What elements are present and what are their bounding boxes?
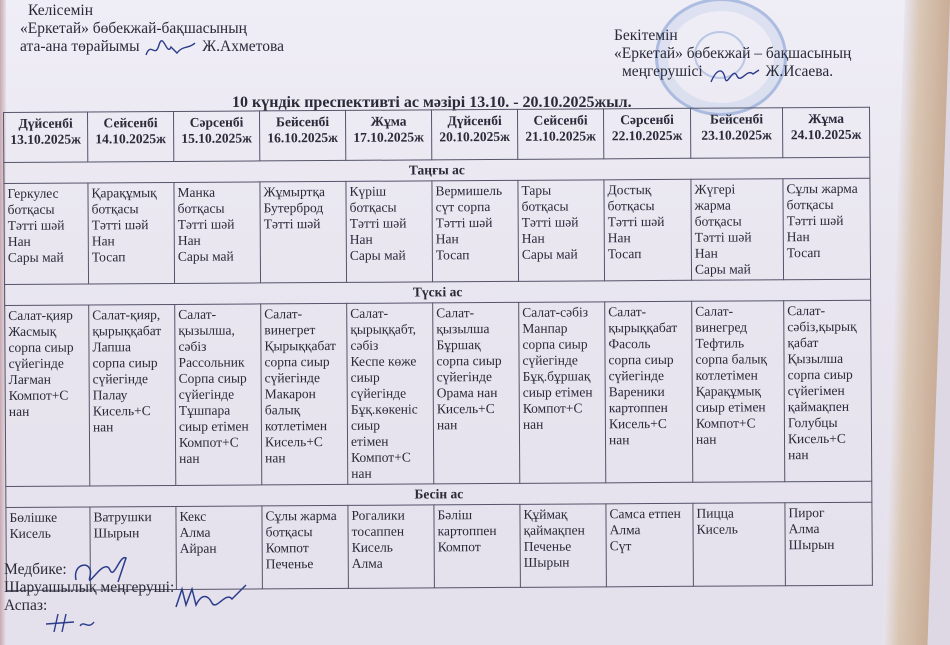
menu-item: Тәтті шәй	[263, 216, 321, 232]
section-label-snack: Бесін ас	[6, 481, 872, 507]
menu-item: сүйегімен	[787, 382, 845, 399]
menu-item: Бұқ.бұршақ	[522, 368, 591, 384]
menu-item: ботқасы	[7, 201, 55, 217]
menu-item: картоппен	[437, 522, 497, 539]
menu-item: Алма	[788, 521, 820, 537]
menu-item: Лапша	[92, 339, 132, 355]
menu-item: Нан	[607, 230, 631, 246]
approval-right-role: меңгерушісі	[622, 63, 703, 80]
menu-item: Сары май	[177, 248, 234, 264]
day-header: Бейсенбі 16.10.2025ж	[259, 110, 345, 161]
menu-item: Жұмыртқа	[263, 184, 326, 200]
menu-item: Нан	[91, 233, 115, 249]
menu-item: Голубцы	[787, 414, 838, 431]
menu-item: Кисель+С	[92, 403, 151, 419]
menu-item: сорпа сиыр	[8, 339, 74, 355]
menu-item: Достық	[607, 182, 652, 198]
menu-item: Кекс	[179, 508, 207, 524]
menu-item: Кисель+С	[787, 430, 846, 447]
menu-item: Сары май	[349, 247, 406, 263]
menu-item: ботқасы	[521, 198, 569, 214]
menu-item: нан	[788, 447, 809, 463]
menu-item: Салат-қияр,	[92, 307, 161, 323]
menu-item: сиыр етімен	[178, 418, 249, 434]
menu-item: нан	[8, 403, 30, 419]
menu-item: котлетімен	[264, 418, 328, 434]
menu-item: Нан	[177, 232, 201, 248]
menu-item: Бөлішке	[9, 509, 58, 525]
menu-item: Айран	[179, 540, 217, 556]
menu-item: Тефтиль	[695, 335, 745, 351]
lunch-cell	[347, 303, 434, 485]
nurse-label: Медбике:	[4, 561, 67, 578]
menu-item: сорпа балық	[695, 351, 768, 367]
menu-item: Тәтті шәй	[435, 215, 493, 231]
section-label-lunch: Түскі ас	[5, 279, 871, 305]
menu-item: Сары май	[7, 249, 64, 265]
signature-manager	[172, 583, 252, 611]
menu-item: сүт сорпа	[435, 199, 491, 215]
menu-item: Нан	[349, 231, 373, 247]
menu-item: Қырыққабат	[264, 337, 336, 354]
menu-item: Бұршақ	[436, 337, 481, 353]
menu-item: сүйегінде	[178, 386, 235, 402]
menu-item: Шырын	[523, 554, 570, 570]
breakfast-cell	[346, 181, 433, 283]
breakfast-cell	[432, 180, 519, 282]
menu-item: Тосап	[607, 246, 642, 262]
menu-item: Салат-	[787, 302, 826, 319]
breakfast-cell	[604, 179, 692, 281]
lunch-cell	[175, 304, 262, 486]
menu-item: ботқасы	[265, 524, 313, 540]
header-row	[4, 107, 870, 162]
approval-left-name: Ж.Ахметова	[202, 38, 284, 55]
menu-item: Печенье	[265, 556, 314, 572]
signature-left	[143, 39, 198, 55]
menu-item: Орама нан	[436, 384, 498, 401]
menu-item: Күріш	[349, 183, 387, 199]
lunch-cell	[89, 304, 176, 486]
menu-item: ботқасы	[91, 201, 139, 217]
menu-item: ботқасы	[349, 199, 397, 215]
menu-item: сиыр етімен	[522, 384, 593, 400]
approval-block-right	[614, 27, 851, 81]
menu-item: Кисель+С	[608, 415, 667, 432]
menu-item: нан	[436, 417, 458, 433]
day-header: Бейсенбі 23.10.2025ж	[690, 108, 782, 159]
menu-title: 10 күндік преспективті ас мәзірі 13.10. - 20.10.2025жыл.	[232, 94, 632, 111]
approval-right-heading: Бекітемін	[614, 27, 678, 44]
menu-item: сүйегінде	[92, 371, 149, 387]
menu-item: Қарақұмық	[91, 185, 157, 201]
breakfast-cell	[174, 182, 261, 284]
breakfast-cell	[4, 183, 89, 285]
snack-cell	[262, 505, 349, 589]
menu-item: сиыр	[350, 369, 380, 385]
menu-item: ботқасы	[786, 196, 834, 213]
approval-block-left	[20, 2, 284, 56]
menu-item: Қарақұмық	[695, 383, 761, 399]
lunch-cell	[692, 301, 785, 483]
menu-item: Тосап	[435, 247, 470, 263]
menu-item: Алма	[179, 524, 211, 540]
menu-item: қырыққабт,	[350, 321, 417, 337]
menu-item: сүйегінде	[264, 370, 321, 386]
menu-item: Сұлы жарма	[265, 507, 337, 524]
menu-item: сәбіз	[178, 338, 207, 354]
menu-item: Пицца	[696, 505, 734, 521]
menu-item: Салат-сәбіз	[522, 304, 589, 320]
menu-item: Бутерброд	[263, 200, 324, 216]
menu-item: картоппен	[608, 399, 668, 416]
day-header: Дүйсенбі 13.10.2025ж	[4, 112, 88, 163]
menu-item: ботқасы	[177, 200, 225, 216]
approval-right-name: Ж.Исаева.	[765, 63, 834, 80]
snack-cell	[176, 506, 263, 590]
approval-left-org: «Еркетай» бөбекжай-бақшасының	[20, 20, 247, 37]
menu-item: Манпар	[522, 320, 568, 336]
lunch-cell	[784, 300, 872, 482]
menu-item: Тәтті шәй	[694, 229, 752, 245]
menu-item: Компот+С	[695, 415, 756, 431]
menu-item: Тәтті шәй	[177, 216, 235, 232]
menu-item: Манка	[177, 184, 216, 200]
approval-right-org: «Еркетай» бөбекжай – бақшасының	[614, 45, 852, 62]
menu-item: сүйегінде	[522, 352, 578, 368]
menu-item: Тосап	[786, 245, 821, 261]
day-header: Сәрсенбі 22.10.2025ж	[603, 108, 690, 159]
menu-item: Палау	[92, 387, 128, 403]
menu-item: сорпа сиыр	[264, 354, 330, 370]
lunch-row	[5, 300, 872, 486]
menu-item: Салат-	[436, 305, 475, 321]
menu-item: Бұқ.көкеніс	[350, 401, 418, 417]
menu-item: сүйегінде	[8, 355, 64, 371]
lunch-cell	[433, 302, 520, 484]
menu-item: етімен	[350, 433, 389, 449]
menu-item: Тәтті шәй	[349, 215, 407, 231]
approval-left-heading: Келісемін	[28, 2, 94, 19]
menu-item: нан	[522, 416, 544, 432]
menu-item: нан	[695, 431, 717, 447]
menu-item: Сүт	[609, 538, 632, 554]
menu-item: сорпа сиыр	[436, 352, 502, 369]
cook-label: Аспаз:	[4, 597, 48, 614]
day-header: Жұма 24.10.2025ж	[782, 107, 869, 158]
menu-item: Лағман	[8, 371, 52, 387]
day-header: Сәрсенбі 15.10.2025ж	[173, 111, 259, 162]
snack-cell	[785, 502, 873, 586]
menu-item: Салат-	[608, 304, 647, 320]
breakfast-cell	[783, 178, 871, 280]
menu-item: Геркулес	[7, 185, 59, 201]
menu-item: сүйегінде	[350, 385, 407, 401]
menu-item: Компот+С	[8, 387, 69, 403]
menu-item: Сорпа сиыр	[178, 370, 247, 386]
lunch-cell	[261, 303, 348, 485]
menu-item: котлетімен	[695, 367, 758, 383]
menu-item: нан	[179, 450, 200, 466]
menu-item: Макарон	[264, 386, 316, 402]
menu-item: қырыққабат	[608, 319, 678, 336]
menu-item: Компот	[265, 540, 309, 556]
menu-item: ботқасы	[607, 198, 655, 214]
menu-item: Кисель	[696, 521, 738, 537]
menu-item: Нан	[521, 230, 545, 246]
menu-item: қабат	[787, 335, 819, 351]
menu-item: Құймақ	[523, 506, 568, 522]
menu-item: винегред	[695, 319, 748, 335]
menu-item: Алма	[351, 555, 383, 571]
signature-right	[707, 64, 762, 80]
breakfast-cell	[88, 182, 175, 284]
menu-item: Тәтті шәй	[521, 214, 579, 230]
day-header: Жұма 17.10.2025ж	[345, 110, 431, 161]
menu-item: Жүгері	[694, 181, 736, 197]
menu-item: Нан	[7, 233, 31, 249]
snack-cell	[693, 503, 786, 587]
menu-item: винегрет	[264, 322, 316, 338]
menu-item: ботқасы	[694, 213, 742, 229]
manager-label: Шаруашылық меңгеруші:	[4, 579, 175, 596]
breakfast-cell	[518, 180, 605, 282]
menu-item: Жасмық	[8, 323, 57, 339]
menu-item: Салат-	[350, 305, 389, 321]
day-header: Сейсенбі 21.10.2025ж	[517, 109, 603, 160]
snack-cell	[434, 504, 521, 588]
menu-item: нан	[608, 432, 630, 448]
menu-item: Сары май	[521, 246, 578, 262]
snack-cell	[348, 505, 435, 589]
menu-item: Кисель+С	[436, 401, 495, 417]
menu-item: қырыққабат	[92, 323, 162, 339]
menu-item: Ватрушки	[93, 509, 152, 525]
menu-item: Нан	[786, 229, 810, 245]
menu-item: қаймақпен	[787, 398, 850, 415]
menu-item: Вареники	[608, 383, 665, 400]
menu-item: Салат-қияр	[8, 307, 73, 323]
menu-item: Шырын	[788, 536, 835, 553]
lunch-cell	[519, 302, 606, 484]
menu-item: қызылша,	[178, 322, 235, 338]
menu-item: нан	[92, 419, 114, 435]
menu-item: Рогалики	[351, 507, 405, 523]
menu-item: балық	[264, 402, 301, 418]
menu-item: Алма	[609, 522, 641, 538]
menu-item: сиыр	[350, 417, 381, 433]
snack-cell	[520, 504, 607, 588]
menu-item: Пирог	[788, 504, 825, 521]
menu-item: Компот	[437, 539, 481, 555]
snack-cell	[606, 503, 694, 587]
day-header: Сейсенбі 14.10.2025ж	[88, 111, 174, 162]
menu-item: Сұлы жарма	[786, 180, 858, 197]
menu-item: Қызылша	[787, 350, 844, 367]
menu-item: Салат-	[264, 306, 303, 322]
lunch-cell	[605, 301, 693, 483]
menu-item: қызылша	[436, 321, 490, 337]
menu-item: Тары	[521, 182, 552, 198]
menu-item: Самса етпен	[609, 505, 681, 522]
menu-item: Бәліш	[437, 507, 473, 523]
menu-item: жарма	[694, 197, 731, 213]
menu-item: Вермишель	[435, 182, 503, 199]
menu-item: нан	[351, 465, 372, 481]
menu-item: сүйегінде	[436, 369, 493, 385]
approval-left-role: ата-ана төрайымы	[20, 38, 140, 55]
menu-item: Компот+С	[351, 449, 411, 465]
day-header: Дүйсенбі 20.10.2025ж	[431, 109, 517, 160]
menu-item: сүйегінде	[608, 367, 665, 384]
menu-item: сорпа сиыр	[522, 336, 588, 352]
signature-nurse	[70, 552, 150, 586]
menu-item: Кисель+С	[264, 434, 323, 450]
breakfast-cell	[260, 181, 347, 283]
menu-item: Тұшпара	[178, 402, 231, 418]
menu-item: Нан	[694, 245, 718, 261]
menu-item: Кеспе көже	[350, 353, 417, 369]
signature-cook	[44, 610, 104, 634]
menu-item: сорпа сиыр	[92, 355, 158, 371]
menu-item: Тосап	[91, 249, 126, 265]
menu-item: Шырын	[93, 525, 140, 541]
menu-item: Фасоль	[608, 336, 651, 352]
menu-item: Салат-	[178, 306, 217, 322]
menu-item: Тәтті шәй	[7, 217, 65, 233]
section-label-breakfast: Таңғы ас	[4, 157, 870, 183]
menu-item: қаймақпен	[523, 522, 585, 538]
menu-item: Тәтті шәй	[786, 212, 844, 229]
menu-item: сорпа сиыр	[608, 351, 674, 368]
menu-item: Компот+С	[522, 400, 583, 416]
menu-item: нан	[265, 450, 286, 466]
menu-item: Кисель	[351, 539, 393, 555]
menu-item: тосаппен	[351, 523, 405, 539]
breakfast-row	[4, 178, 871, 284]
menu-item: сорпа сиыр	[787, 366, 853, 383]
menu-item: Рассольник	[178, 354, 245, 370]
breakfast-cell	[691, 179, 784, 281]
menu-item: Тәтті шәй	[91, 217, 149, 233]
menu-item: сиыр етімен	[695, 399, 766, 415]
menu-item: Кисель	[9, 525, 51, 541]
menu-item: Нан	[435, 231, 459, 247]
menu-item: Сары май	[694, 261, 751, 277]
menu-item: Компот+С	[178, 434, 239, 450]
menu-item: Салат-	[695, 303, 734, 319]
menu-item: сәбіз	[350, 337, 379, 353]
menu-item: Тәтті шәй	[607, 213, 665, 230]
menu-table	[3, 107, 873, 591]
menu-item: Печенье	[523, 538, 572, 554]
lunch-cell	[5, 305, 90, 487]
menu-item: сәбіз,қырық	[787, 318, 857, 335]
